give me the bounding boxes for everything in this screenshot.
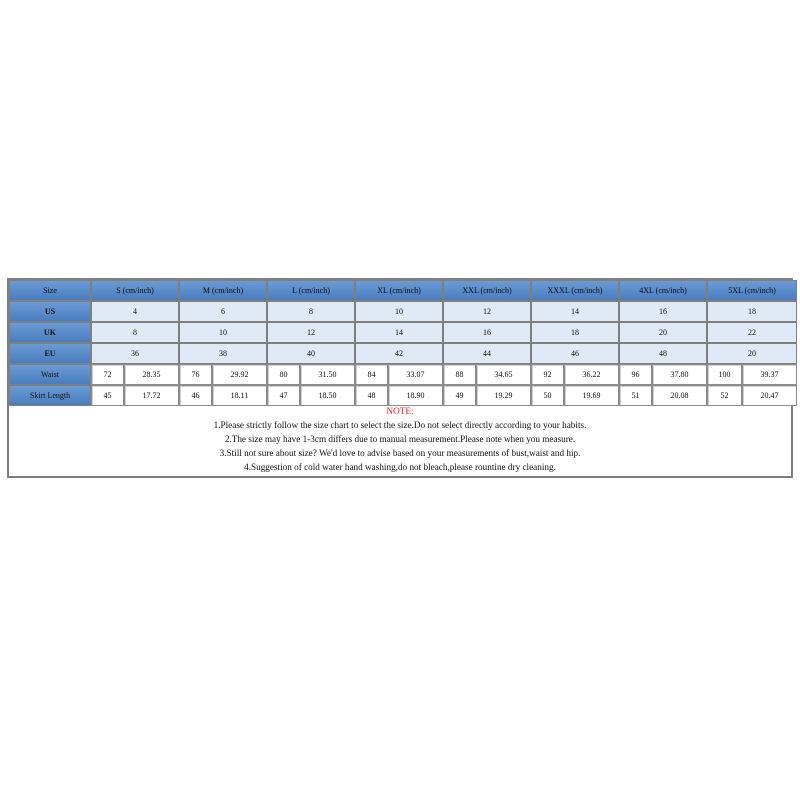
inch-cell: 18.90 bbox=[388, 385, 443, 406]
uk-row bbox=[9, 322, 797, 343]
notes-section bbox=[9, 404, 791, 474]
cm-cell: 50 bbox=[531, 385, 564, 406]
table-cell: 4 bbox=[91, 301, 179, 322]
cm-cell: 48 bbox=[355, 385, 388, 406]
row-label: Waist bbox=[9, 364, 91, 385]
row-label: UK bbox=[9, 322, 91, 343]
inch-cell: 36.22 bbox=[564, 364, 619, 385]
cm-cell: 92 bbox=[531, 364, 564, 385]
cm-cell: 52 bbox=[707, 385, 742, 406]
inch-cell: 31.50 bbox=[300, 364, 355, 385]
size-column-header: XXXL (cm/inch) bbox=[531, 280, 619, 301]
cm-cell: 96 bbox=[619, 364, 652, 385]
table-cell: 14 bbox=[531, 301, 619, 322]
inch-cell: 39.37 bbox=[742, 364, 797, 385]
inch-cell: 20.47 bbox=[742, 385, 797, 406]
size-column-header: XL (cm/inch) bbox=[355, 280, 443, 301]
table-cell: 20 bbox=[707, 343, 797, 364]
cm-cell: 49 bbox=[443, 385, 476, 406]
table-cell: 42 bbox=[355, 343, 443, 364]
table-cell: 48 bbox=[619, 343, 707, 364]
inch-cell: 20.08 bbox=[652, 385, 707, 406]
cm-cell: 76 bbox=[179, 364, 212, 385]
table-cell: 12 bbox=[267, 322, 355, 343]
size-column-header: S (cm/inch) bbox=[91, 280, 179, 301]
inch-cell: 28.35 bbox=[124, 364, 179, 385]
cm-cell: 80 bbox=[267, 364, 300, 385]
table-cell: 8 bbox=[91, 322, 179, 343]
cm-cell: 72 bbox=[91, 364, 124, 385]
table-cell: 6 bbox=[179, 301, 267, 322]
table-cell: 10 bbox=[355, 301, 443, 322]
eu-row bbox=[9, 343, 797, 364]
inch-cell: 34.65 bbox=[476, 364, 531, 385]
us-row bbox=[9, 301, 797, 322]
table-cell: 38 bbox=[179, 343, 267, 364]
inch-cell: 17.72 bbox=[124, 385, 179, 406]
note-line-1: 1.Please strictly follow the size chart to select the size.Do not select directly according to your habits. bbox=[213, 420, 587, 430]
size-column-header: M (cm/inch) bbox=[179, 280, 267, 301]
inch-cell: 18.11 bbox=[212, 385, 267, 406]
size-column-header: 4XL (cm/inch) bbox=[619, 280, 707, 301]
table-cell: 8 bbox=[267, 301, 355, 322]
waist-row bbox=[9, 364, 797, 385]
table-cell: 10 bbox=[179, 322, 267, 343]
cm-cell: 47 bbox=[267, 385, 300, 406]
cm-cell: 88 bbox=[443, 364, 476, 385]
row-label: US bbox=[9, 301, 91, 322]
notes-title: NOTE: bbox=[386, 406, 414, 416]
table-cell: 16 bbox=[443, 322, 531, 343]
inch-cell: 37.80 bbox=[652, 364, 707, 385]
table-cell: 44 bbox=[443, 343, 531, 364]
size-table bbox=[9, 280, 797, 406]
table-cell: 22 bbox=[707, 322, 797, 343]
note-line-4: 4.Suggestion of cold water hand washing,do not bleach,please rountine dry cleaning. bbox=[244, 462, 556, 472]
size-column-header: 5XL (cm/inch) bbox=[707, 280, 797, 301]
cm-cell: 100 bbox=[707, 364, 742, 385]
table-cell: 40 bbox=[267, 343, 355, 364]
skirt-row bbox=[9, 385, 797, 406]
table-cell: 16 bbox=[619, 301, 707, 322]
cm-cell: 84 bbox=[355, 364, 388, 385]
size-column-header: XXL (cm/inch) bbox=[443, 280, 531, 301]
note-line-3: 3.Still not sure about size? We'd love to advise based on your measurements of bust,waist and hip. bbox=[219, 448, 581, 458]
size-column-header: L (cm/inch) bbox=[267, 280, 355, 301]
row-label: Skirt Length bbox=[9, 385, 91, 406]
size-chart bbox=[7, 278, 793, 478]
table-cell: 46 bbox=[531, 343, 619, 364]
cm-cell: 45 bbox=[91, 385, 124, 406]
table-cell: 36 bbox=[91, 343, 179, 364]
header-row bbox=[9, 280, 797, 301]
table-cell: 12 bbox=[443, 301, 531, 322]
inch-cell: 33.07 bbox=[388, 364, 443, 385]
cm-cell: 51 bbox=[619, 385, 652, 406]
table-cell: 20 bbox=[619, 322, 707, 343]
inch-cell: 19.69 bbox=[564, 385, 619, 406]
cm-cell: 46 bbox=[179, 385, 212, 406]
row-label: EU bbox=[9, 343, 91, 364]
note-line-2: 2.The size may have 1-3cm differs due to manual measurement.Please note when you measure. bbox=[224, 434, 576, 444]
inch-cell: 18.50 bbox=[300, 385, 355, 406]
size-header-cell: Size bbox=[9, 280, 91, 301]
table-cell: 14 bbox=[355, 322, 443, 343]
inch-cell: 29.92 bbox=[212, 364, 267, 385]
table-cell: 18 bbox=[531, 322, 619, 343]
table-cell: 18 bbox=[707, 301, 797, 322]
inch-cell: 19.29 bbox=[476, 385, 531, 406]
